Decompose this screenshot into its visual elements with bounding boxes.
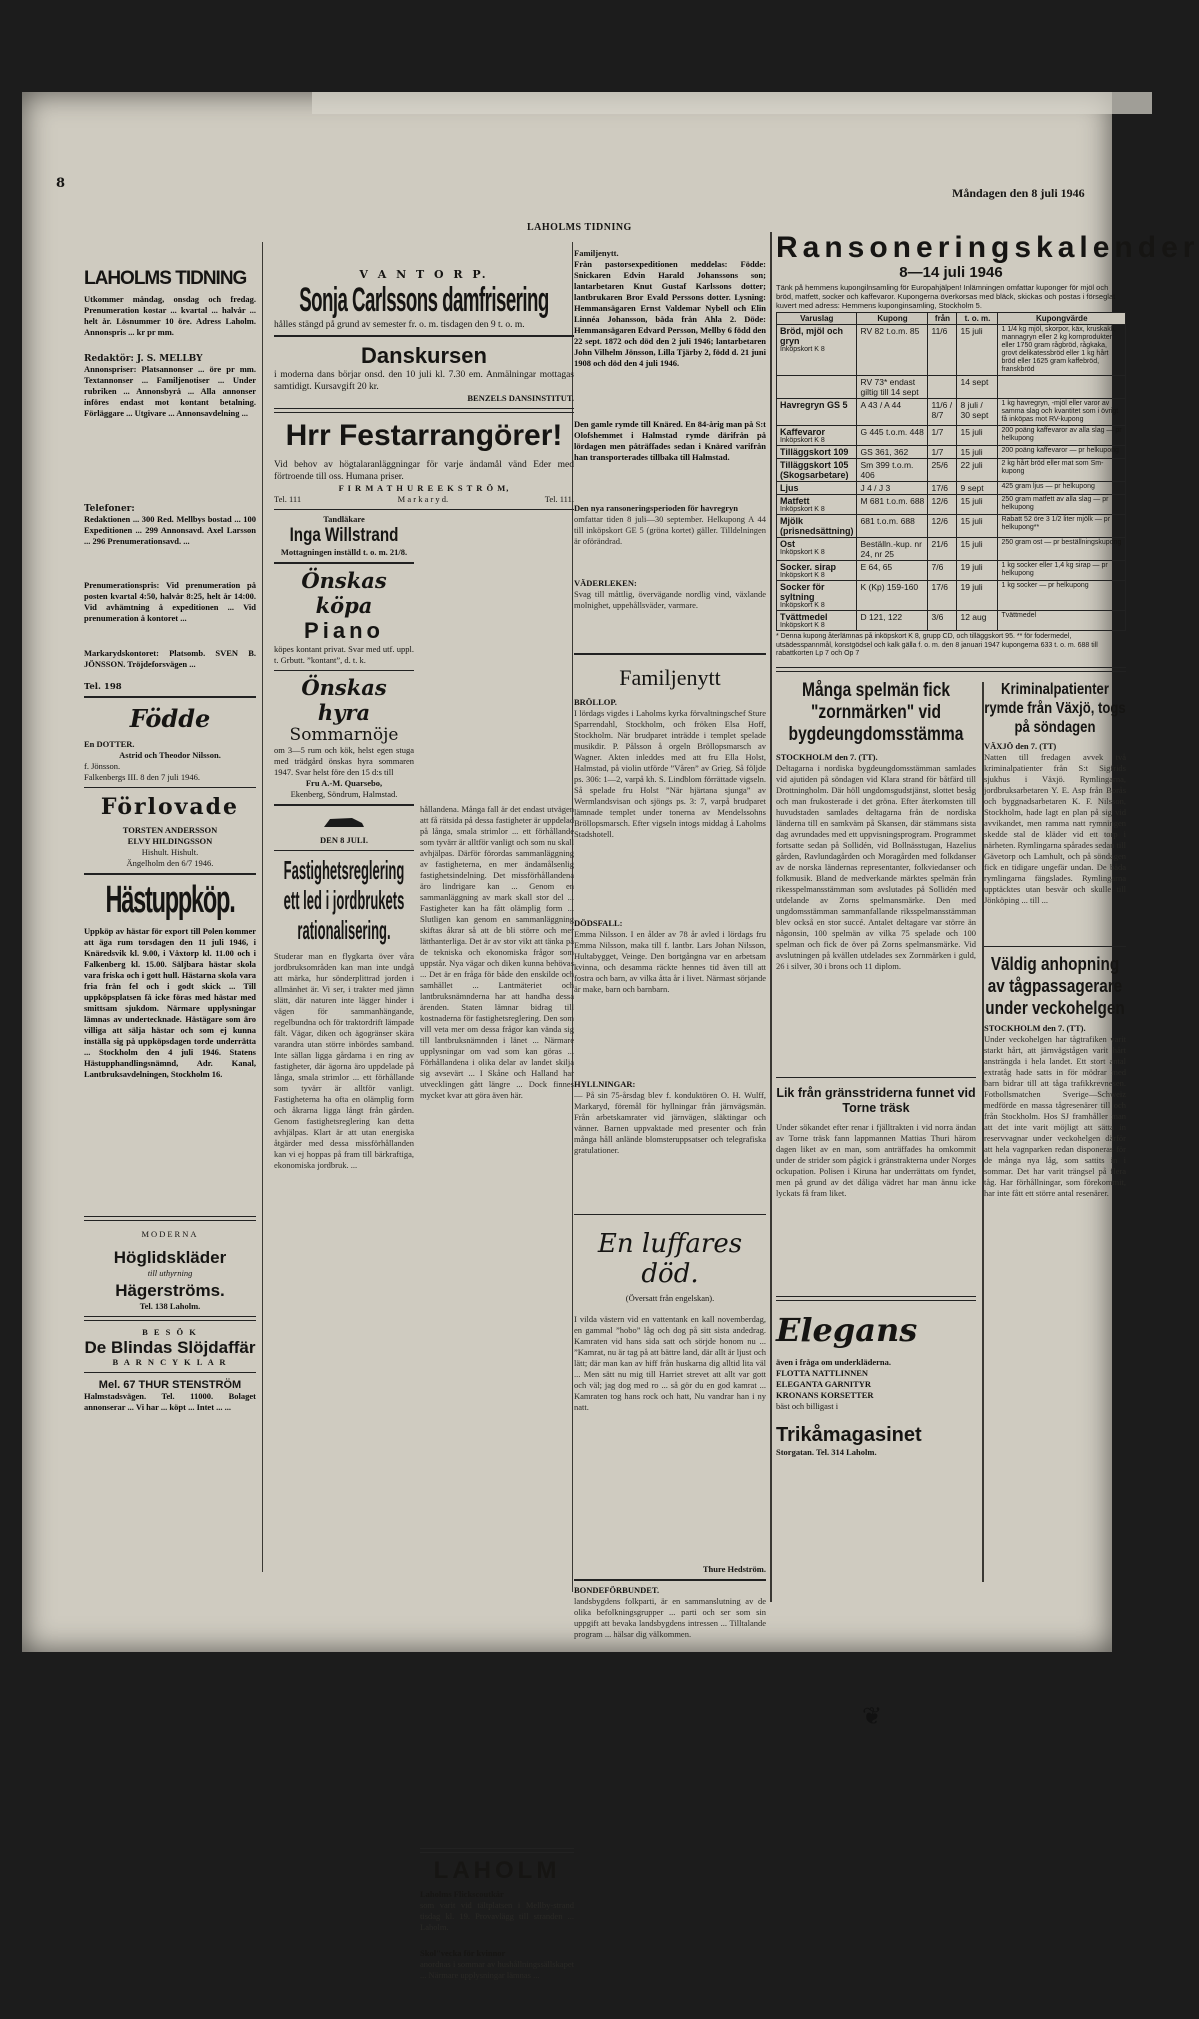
ration-cell-value: Tvättmedel xyxy=(998,611,1126,631)
elegans-ad xyxy=(776,1311,976,1571)
vaderleken-text: Svag till måttlig, övervägande nordlig vind, växlande molnighet, uppehållsväder, varmare. xyxy=(574,589,766,610)
valdig-dateline: STOCKHOLM den 7. (TT). xyxy=(984,1023,1086,1033)
fodde-names: Astrid och Theodor Nilsson. xyxy=(119,749,221,760)
ration-cell-from: 17/6 xyxy=(928,581,957,611)
paper-running-head: LAHOLMS TIDNING xyxy=(527,222,632,233)
ration-cell-to: 15 juli xyxy=(957,325,998,376)
piano: Piano xyxy=(304,617,384,643)
column-2 xyxy=(274,268,574,1980)
ration-cell-coupon: E 64, 65 xyxy=(857,561,928,581)
familjenytt-top-text: Från pastorsexpeditionen meddelas: Födde: Snickaren Edvin Harald Johanssons son; lantarbetaren Knut Gustaf Karlssons dotter; lantbrukaren Bror Evald Perssons dotter. Lysning: Hemmansägaren Ernst Valdemar Nybell och Elin Linnéa Johansson, båda från Ahla 2. Döde: Hemmansägaren Edvard Persson, Mellby 6 född den 22 sept. 1872 och död den 2 juli 1946; lantarbetaren John Vilhelm Jönsson, Lilla Tjärby 2, född d. 21 juni 1908 och död den 4 juli 1946. xyxy=(574,259,766,368)
lik-text: Under sökandet efter renar i fjälltrakten i vid norra ändan av Torne träsk fann lappmannen Mattias Thuri härom dagen liket av en man, som anträffades ha omkommit under de strider som pågick i gränstrakterna under Norges ockupation. Polisen i Kiruna har underrättats om fyndet, men på grund av det dåliga vädret har man ännu icke lyckats få fram liket. xyxy=(776,1122,976,1198)
ration-cell-value: Rabatt 52 öre 3 1/2 liter mjölk — pr helkupong** xyxy=(998,515,1126,538)
ration-cell-coupon: Sm 399 t.o.m. 406 xyxy=(857,459,928,482)
ration-cell-coupon: GS 361, 362 xyxy=(857,446,928,459)
familjenytt-heading: Familjenytt xyxy=(619,664,721,690)
ration-cell-coupon: RV 82 t.o.m. 85 xyxy=(857,325,928,376)
ration-cell-value: 1 kg socker eller 1,4 kg sirap — pr helkupong xyxy=(998,561,1126,581)
festarr-tel2: Tel. 111. xyxy=(544,493,574,504)
masthead: LAHOLMS TIDNING xyxy=(84,268,247,289)
page-number: 8 xyxy=(56,176,66,191)
fastighet-heading: Fastighetsreglering ett led i jordbrukets rationalisering. xyxy=(283,855,405,945)
sonja-heading: Sonja Carlssons damfrisering xyxy=(299,281,549,319)
ration-cell-ware: Socker för syltning Inköpskort K 8 xyxy=(777,581,857,611)
fodde-sub: En DOTTER. xyxy=(84,738,135,749)
ration-cell-value: 1 1/4 kg mjöl, skorpor, käx, kruskakli, mannagryn eller 2 kg kornprodukter eller 1750 gram rågbröd, rågkaka, grovt delikatessbröd eller 1 kg hårt bröd eller 1625 gram kaffebröd, franskbröd xyxy=(998,325,1126,376)
article-fastighet-cont: hållandena. Många fall är det endast utvägen att få rätsida på dessa fastigheter är uppdelad på långa, smala strimlor ... ett förhållande som tyvärr är alltför vanligt och som nu skall avhjälpas. Därför förordas sammanläggning av fastigheterna, en mer ändamålsenlig fastighetsindelning. Det missförhållandena äro lindrigare kan ... Genom en sammanläggning av mark skall stor del ... Fastigheter kan ha fått olämplig form ... Slutligen kan genom en sammanläggning skiftas åkrar så att de bli större och mer lätthanterliga. Det är av stor vikt att tänka på de tekniska och ekonomiska frågor som uppstår. Nya vägar och diken kunna behövas ... Det är en fråga för både den enskilde och samhället ... Lantmäteriet och lantbruksnämnderna har att handha dessa ärenden. Staten lämnar bidrag till kostnaderna för fastighetsreglering. Den som vill veta mer om dessa frågor kan vända sig till lantbruksnämnden i länet ... Närmare upplysningar om vad som kan göras ... Förhållandena i olika delar av landet skilja sig avsevärt ... I Skåne och Halland har utvecklingen gått längre ... Dock finnes mycket kvar att göra även här. xyxy=(420,804,574,1100)
vantorp: V A N T O R P. xyxy=(359,268,489,281)
ration-row xyxy=(777,399,1126,426)
ration-cell-ware: Matfett Inköpskort K 8 xyxy=(777,495,857,515)
hyllningar-text: — På sin 75-årsdag blev f. konduktören O. H. Wulff, Markaryd, föremål för hyllningar från järnvägsmän. Från arbetskamrater vid järnvägen, släktingar och vänner. Barnen uppvaktade med presenter och från många håll anlände blomsteruppsatser och telegrafiska gratulationer. xyxy=(574,1089,766,1155)
dodsfall-label: DÖDSFALL: xyxy=(574,917,623,928)
ration-cell-value: 200 poäng kaffevaror — pr helkupong xyxy=(998,446,1126,459)
ration-cell-to: 19 juli xyxy=(957,581,998,611)
ads-right-column xyxy=(420,514,574,2019)
ration-row xyxy=(777,325,1126,376)
valdig-text: Under veckohelgen har tågtrafiken varit starkt hårt, att järnvägstågen varit hårt ansträngda i hela landet. Ett stort antal extratåg hade satts in för mödrar med barn bidrar till att tåga trafikkrevnesen. Fotbollsmatchen Sverige—Schweiz medförde en massa tågresenärer till och från Stockholm. Hos SJ framhåller man att det inte varit möjligt att sätta in reservvagnar under veckohelgen därför att hela vagnparken redan disponeras för de många nya låg, som sattits in i sommar. Det har varit trängsel på flera tåg. Har förhållningar, som förekommit, har inte fått ett större antal resenärer. xyxy=(984,1034,1126,1198)
ransonering-table-body xyxy=(777,325,1126,631)
festarr-firm: F I R M A T H U R E E K S T R Ö M, xyxy=(338,482,510,493)
festarr-place: M a r k a r y d. xyxy=(397,493,449,504)
valdig-heading: Väldig anhopning av tågpassagerare under veckohelgen xyxy=(985,954,1125,1018)
danskursen-text: i moderna dans börjar onsd. den 10 juli kl. 7.30 em. Anmälningar mottagas samtidigt. Kursavgift 20 kr. xyxy=(274,369,574,392)
bondeforbundet-text: landsbygdens folkparti, är en sammanslutning av de olika befolkningsgrupper ... parti och ser som sin uppgift att bevaka landsbygdens intressen ... Tilltalande program ... hälsar dig välkommen. xyxy=(574,1595,766,1639)
danskursen-heading: Danskursen xyxy=(361,342,487,368)
ration-cell-ware: Socker. sirap Inköpskort K 8 xyxy=(777,561,857,581)
ration-cell-ware: Havregryn GS 5 xyxy=(777,399,857,426)
ration-cell-to: 14 sept xyxy=(957,376,998,399)
ads-left-column xyxy=(274,514,414,2019)
ransonering-table xyxy=(776,312,1126,631)
elegans-line5: bäst och billigast i xyxy=(776,1401,839,1411)
piano-sub: köpes kontant privat. Svar med utf. uppl. t. Grbutt. ”kontant”, d. t. k. xyxy=(274,643,414,665)
header-fran: från xyxy=(928,313,957,325)
ration-cell-value: 2 kg hårt bröd eller mat som Sm-kupong xyxy=(998,459,1126,482)
ration-cell-ware: Ljus xyxy=(777,482,857,495)
ration-row xyxy=(777,561,1126,581)
ration-cell-to: 15 juli xyxy=(957,495,998,515)
ration-cell-to: 15 juli xyxy=(957,426,998,446)
modeaffar-top: MODERNA xyxy=(141,1228,199,1239)
ration-row xyxy=(777,538,1126,561)
elegans-line1: även i fråga om underkläderna. xyxy=(776,1357,891,1367)
newspaper-page xyxy=(22,92,1199,1980)
annons-info: Annonspriser: Platsannonser ... öre pr mm. Textannonser ... Familjenotiser ... Under rubriken ... Annonsbyrå ... Alla annonser införes endast mot kontant betalning. Förläggare ... Utgivare ... Annonsavdelning ... xyxy=(84,364,256,418)
ration-cell-coupon: RV 73* endast giltig till 14 sept xyxy=(857,376,928,399)
ration-cell-value xyxy=(998,376,1126,399)
en-luffares-heading: En luffares död. xyxy=(597,1229,743,1289)
festarr-tel1: Tel. 111 xyxy=(274,493,302,504)
modeaffar-store: Hägerströms. xyxy=(115,1280,225,1300)
forlovade-heading: Förlovade xyxy=(100,794,240,820)
ration-cell-from: 25/6 xyxy=(928,459,957,482)
right-news-column xyxy=(984,680,1126,1572)
car-icon xyxy=(274,814,414,833)
ration-cell-from: 1/7 xyxy=(928,426,957,446)
fastighet-article: Studerar man en flygkarta över våra jordbruksområden kan man inte undgå att märka, hur sönderplittrad jorden i allmänhet är. Vi ser, i trakter med jämn slätt, där naturen inte lägger hinder i vägen för sammanhängande, regelbundna och för traktordrift lämpade fält. Vägar, diken och ägogränser skära varandra utan större inbördes samband. Inte sällan ligga gårdarna i en ring av fastigheter, där ägorna äro uppdelade på långa, smala strimlor ... ett förhållande som tyvärr är alltför vanligt. Fastigheterna ha ofta en olämplig form och åkrarna ligga långt från gården. Genom fastighetsreglering kan detta avhjälpas. Klart är att utan energiska åtgärder med dessa missförhållanden kan vi ej hoppas på fram till bärkraftiga, ekonomiska jordbruk. ... xyxy=(274,951,414,1170)
ration-cell-from: 21/6 xyxy=(928,538,957,561)
modeaffar-sub: till uthyrning xyxy=(147,1267,193,1278)
ryrnde-item: Den gamle rymde till Knäred. En 84-årig man på S:t Olofshemmet i Halmstad rymde därifrån på lördagen men påträffades sedan i Knäred varifrån han transporterades tillbaka till Halmstad. xyxy=(574,419,766,462)
laholm-sub2: Skol"vecka för kvinnor xyxy=(420,1948,506,1958)
familjenytt-top-label: Familjenytt. xyxy=(574,248,619,258)
modeaffar-tel: Tel. 138 Laholm. xyxy=(139,1300,201,1311)
ration-cell-to: 15 juli xyxy=(957,538,998,561)
sommar-name: Fru A.-M. Quarsebo, xyxy=(305,778,383,788)
kalender-dates: 8—14 juli 1946 xyxy=(899,264,1003,281)
header-tom: t. o. m. xyxy=(957,313,998,325)
redaktor: Redaktör: J. S. MELLBY xyxy=(84,354,203,364)
ration-cell-ware: Tilläggskort 109 xyxy=(777,446,857,459)
ration-cell-from: 12/6 xyxy=(928,495,957,515)
ration-cell-ware: Tilläggskort 105 (Skogsarbetare) xyxy=(777,459,857,482)
ration-cell-coupon: J 4 / J 3 xyxy=(857,482,928,495)
header-kupong: Kupong xyxy=(857,313,928,325)
kalender-heading: Ransoneringskalender xyxy=(776,231,1199,264)
kalender-footnote: * Denna kupong återlämnas på inköpskort K 8, grupp CD, och tilläggskort 95. ** för fodermedel, utsädesspannmål, konstgödsel och kalk gälla f. o. m. den 8 januari 1947 kupongerna 633 t. o. m. 688 till rabattkorten Lp 7 och Op 7 xyxy=(776,633,1098,657)
spelman-text: Deltagarna i nordiska bygdeungdomsstämman samlades vid ajutiden på söndagen vid Klara strand för båtfärd till Drottningholm. Där höll ungdomsgudstjänst, slottet besåg och man frukosterade i det gröna. Efter återkomsten till huvudstaden samlades deltagarna från de nordiska länderna till en samkväm på Skansen, där stämmans sista dag avrundades med ett uppvisningsprogram. Programmet fortsatte sedan på Sollidén, vid Bollnässtugan, Hazelius gården, Ravlundagården och Moragården med folkdanser av de norska ländernas representanter, folkviedanser och folkmusik. Bland de medverkande märktes spelmän från rikesspelmansstämman som avslutades på Sollidén med utdelande av Zorns spelmansmärke. Den med ungdomsstämman sammanfallande riksspelmansstämman blev också en stor succé. Antalet deltagare var större än någonsin, 100 spelmän av vilka 75 spelade och 100 spelman och fick de över på Zorns spelmansmärke. Vid avslutningen på kvällen utdelades sex Zornmärken i guld, 26 i silver, 30 i brons och 11 diplom. xyxy=(776,762,976,971)
laholm-sub1: Laholms Flickscoutkår xyxy=(420,1889,504,1899)
ration-cell-to: 15 juli xyxy=(957,515,998,538)
ration-cell-value: 1 kg havregryn, -mjöl eller varor av samma slag och kvantitet som i övrigt få inköpas mot RV-kupong xyxy=(998,399,1126,426)
ration-cell-to: 19 juli xyxy=(957,561,998,581)
ration-cell-to: 22 juli xyxy=(957,459,998,482)
ration-cell-from: 3/6 xyxy=(928,611,957,631)
ration-cell-value: 250 gram ost — pr beställningskupong xyxy=(998,538,1126,561)
brollop-label: BRÖLLOP. xyxy=(574,696,617,707)
sommar-text: om 3—5 rum och kök, helst egen stuga med trädgård önskas hyra sommaren 1947. Svar helst före den 15 d:s till xyxy=(274,745,414,777)
laholm-text2: anordnas i sommar av hushållningssällskapet ... Närmare upplysningar lämnas ... xyxy=(420,1959,574,1980)
ration-cell-from: 1/7 xyxy=(928,446,957,459)
ration-cell-value: 250 gram matfett av alla slag — pr helkupong xyxy=(998,495,1126,515)
issue-date: Måndagen den 8 juli 1946 xyxy=(952,186,1085,200)
ration-cell-from xyxy=(928,376,957,399)
spelman-heading: Många spelmän fick "zornmärken" vid bygdeungdomsstämma xyxy=(788,679,964,745)
dodsfall-text: Emma Nilsson. I en ålder av 78 år avled i lördags fru Emma Nilsson, maka till f. lantbr. Lars Johan Nilsson, Hultabygget, Veinge. Den bortgångna var en arbetsam kvinna, och desamma räckte hennes tid även till att fostra och barn, av vilka åtta år i livet. Närmast sörjande är make, barn och barnbarn. xyxy=(574,928,766,994)
page-top-strip xyxy=(312,92,1152,114)
slojd-top: B E S Ö K xyxy=(142,1326,198,1337)
forlovade-name1: TORSTEN ANDERSSON xyxy=(122,825,218,835)
elegans-shop: Trikåmagasinet xyxy=(776,1424,922,1446)
inga-heading: Inga Willstrand xyxy=(289,525,399,546)
forlovade-date: Ängelholm den 6/7 1946. xyxy=(126,858,214,868)
ration-cell-to: 9 sept xyxy=(957,482,998,495)
ration-cell-coupon: K (Kp) 159-160 xyxy=(857,581,928,611)
ration-cell-ware: Kaffevaror Inköpskort K 8 xyxy=(777,426,857,446)
onskas-kopa: Önskas köpa xyxy=(301,567,387,618)
ration-cell-from: 17/6 xyxy=(928,482,957,495)
ration-cell-coupon: Beställn.-kup. nr 24, nr 25 xyxy=(857,538,928,561)
sommar-addr: Ekenberg, Söndrum, Halmstad. xyxy=(290,789,398,799)
hastuppkop-heading: Hästuppköp. xyxy=(105,878,235,921)
ration-row xyxy=(777,482,1126,495)
ration-cell-from: 7/6 xyxy=(928,561,957,581)
ration-cell-from: 11/6 xyxy=(928,325,957,376)
ration-cell-from: 11/6 / 8/7 xyxy=(928,399,957,426)
spelman-dateline: STOCKHOLM den 7. (TT). xyxy=(776,751,878,762)
laholm-heading: LAHOLM xyxy=(433,1857,561,1884)
ration-cell-ware: Bröd, mjöl och gryn Inköpskort K 8 xyxy=(777,325,857,376)
markaryd-office: Markarydskontoret: Platsomb. SVEN B. JÖNSSON. Tröjdeforsvägen ... xyxy=(84,648,256,669)
ration-row xyxy=(777,495,1126,515)
onskas-hyra: Önskas hyra xyxy=(301,675,387,725)
ration-cell-coupon: A 43 / A 44 xyxy=(857,399,928,426)
ornament-icon: ❦ xyxy=(862,1702,883,1730)
column-1 xyxy=(84,268,256,1568)
prenumeration-info: Prenumerationspris: Vid prenumeration på posten kvartal 4:50, halvår 8:25, helt år 14:00. Vid avhämtning å expeditionen ... Vid prenumeration å kontoret ... xyxy=(84,580,256,623)
kalender-intro: Tänk på hemmens kupongilnsamling för Europahjälpen! Inlämningen omfattar kuponger för mjöl och bröd, matfett, socker och kaffevaror. Kupongerna överkorsas med bläck, skickas och postas i förseglat kuvert med adress: Hemmens kuponginsamling, Stockholm 5. xyxy=(776,283,1116,310)
bondeforbundet-label: BONDEFÖRBUNDET. xyxy=(574,1584,660,1595)
elegans-line2: FLOTTA NATTLINNEN xyxy=(776,1368,869,1378)
inga-sub: Mottagningen inställd t. o. m. 21/8. xyxy=(280,547,408,557)
telefoner-label: Telefoner: xyxy=(84,504,135,514)
overs-note: (Översatt från engelskan). xyxy=(625,1293,715,1303)
masthead-info: Utkommer måndag, onsdag och fredag. Prenumeration kostar ... kvartal ... halvår ... helt år. Lösnummer 10 öre. Adress Laholm. Annonspris ... kr pr mm. xyxy=(84,294,256,337)
column-rule xyxy=(770,232,772,1602)
forlovade-name2: ELVY HILDINGSSON xyxy=(127,836,213,846)
fodde-where: Falkenbergs III. 8 den 7 juli 1946. xyxy=(84,771,200,782)
festarr-text: Vid behov av högtalaranläggningar för varje ändamål vänd Eder med förtroende till oss. Humana priser. xyxy=(274,459,574,482)
elegans-line3: ELEGANTA GARNITYR xyxy=(776,1379,872,1389)
danskursen-org: BENZELS DANSINSTITUT. xyxy=(467,392,574,403)
column-4 xyxy=(776,231,1199,1602)
ration-row xyxy=(777,581,1126,611)
ration-cell-ware xyxy=(777,376,857,399)
ration-cell-value: 1 kg socker — pr helkupong xyxy=(998,581,1126,611)
den8-label: DEN 8 JULI. xyxy=(320,834,368,845)
header-varuslag: Varuslag xyxy=(777,313,857,325)
modeaffar-title: Höglidskläder xyxy=(113,1247,227,1267)
ration-cell-ware: Tvättmedel Inköpskort K 8 xyxy=(777,611,857,631)
ration-row xyxy=(777,515,1126,538)
brollop-text: I lördags vigdes i Laholms kyrka förvaltningschef Sture Sparrendahl, Stockholm, och fröken Elsa Hoff, Stockholm. När brudparet inträdde i templet spelade musikdir. P. Pålsson å orgeln Bröllopsmarsch av Wagner. Akten inleddes med att fru Ella Holst, Halmstad, på violin utförde ”Våren” av Grieg. Så följde ps. 306: 1—2, varpå kh. S. Lindblom förrättade vigseln. Så spelade fru Holst ”När hjärtana sjunga” av Wermlandsvisan och sjöngs ps. 3: 7, varpå brudparet lämnade templet under tonerna av Mendelssohns Bröllopsmarsch. Efter vigseln intogs middag å Laholms Stadshotell. xyxy=(574,707,766,839)
forlovade-places: Hishult. Hishult. xyxy=(141,847,199,857)
column-rule xyxy=(262,242,263,1572)
thur-stenstrom: Mel. 67 THUR STENSTRÖM xyxy=(98,1379,242,1391)
ration-cell-to: 12 aug xyxy=(957,611,998,631)
ration-cell-value: 200 poäng kaffevaror av alla slag — pr helkupong xyxy=(998,426,1126,446)
telefoner-list: Redaktionen ... 300 Red. Mellbys bostad ... 100 Expeditionen ... 299 Annonsavd. Axel Larsson ... 296 Prenumerationsavd. ... xyxy=(84,514,256,546)
laholm-text1: som varit vid tältplatsen i Mellby-strand tisdag kl. 19. Provavlägg till stranden ... Laholm. xyxy=(420,1900,574,1932)
slojd-title: De Blindas Slöjdaffär xyxy=(84,1337,256,1357)
elegans-addr: Storgatan. Tel. 314 Laholm. xyxy=(776,1447,877,1457)
hyllningar-label: HYLLNINGAR: xyxy=(574,1078,636,1089)
ration-cell-to: 15 juli xyxy=(957,446,998,459)
ration-row xyxy=(777,611,1126,631)
ration-cell-ware: Mjölk (prisnedsättning) xyxy=(777,515,857,538)
ration-cell-coupon: 681 t.o.m. 688 xyxy=(857,515,928,538)
hastuppkop-text: Uppköp av hästar för export till Polen kommer att äga rum torsdagen den 11 juli 1946, i Knäredsvik kl. 9.00, i Våxtorp kl. 11.00 och i Falkenberg kl. 15.00. Säljbara hästar skola vara friska och i gott hull. Hästarna skola vara fria från fel och i godt skick ... Till uppköpsplatsen få icke föras med hästar med smittsam sjukdom. Närmare upplysningar lämnas av undertecknade. Hästägare som äro villiga att sälja hästar och som ej kunna inställa sig på uppköpsdagen torde underrätta ... Stockholm den 4 juli 1946. Statens Hästupphandlingsnämnd, Adr. Kanal, Lantbruksavdelningen, Stockholm 16. xyxy=(84,925,256,1079)
festarr-heading: Hrr Festarrangörer! xyxy=(285,418,563,452)
left-news-column xyxy=(776,680,976,1572)
ration-row xyxy=(777,376,1126,399)
ration-cell-from: 12/6 xyxy=(928,515,957,538)
ration-cell-coupon: G 445 t.o.m. 448 xyxy=(857,426,928,446)
sonja-sub: hålles stängd på grund av semester fr. o. m. tisdagen den 9 t. o. m. xyxy=(274,320,525,330)
slojd-sub: B A R N C Y K L A R xyxy=(112,1356,228,1367)
krim-heading: Kriminalpatienter rymde från Växjö, togs på söndagen xyxy=(984,680,1126,736)
ration-cell-ware: Ost Inköpskort K 8 xyxy=(777,538,857,561)
header-kupongvarde: Kupongvärde xyxy=(998,313,1126,325)
ransonering-label: Den nya ransoneringsperioden för havregryn xyxy=(574,503,739,513)
poem-text: I vilda västern vid en vattentank en kall novemberdag, en gammal ”hobo” låg och dog på sitt sista andedrag. Kamraten vid hans sida satt och sörjde honom nu ... ”Kamrat, nu är tag på att bättre land, där allt är ljust och lätt; där man kan av hiff från huskarna dig alltid lita väl ... Men sätt nu mig till Harriet strevet att allt var gott och väl; jag dog med ro ... så gör du en god kamrat ... Kamraten tog hans rock och hatt, Nu vandrar han i ny natt. xyxy=(574,1314,766,1412)
ration-row xyxy=(777,446,1126,459)
ration-row xyxy=(777,426,1126,446)
krim-text: Natten till fredagen avvek två kriminalpatienter från S:t Sigfrids sjukhus i Växjö. Rymlingarna, jordbruksarbetaren Y. E. Asp från Borås och byggnadsarbetaren K. F. Nilsson, Stockholm, hade lagt en plan på sig vid avvikandet, men ramma natt rymningen skedde stal de kläder vid ett torp i närheten. Rymlingarna spårades sedan till Gävetorp och Lamhult, och på söndagen fick en tidigare ungefär undan. De båda rymlingarna fängslades. Rymlingarna upptäcktes utan besvär och skulle till Jönköping ... till ... xyxy=(984,751,1126,905)
elegans-line4: KRONANS KORSETTER xyxy=(776,1390,874,1400)
ration-row xyxy=(777,459,1126,482)
elegans-title: Elegans xyxy=(776,1311,918,1349)
ration-cell-to: 8 juli / 30 sept xyxy=(957,399,998,426)
krim-dateline: VÄXJÖ den 7. (TT) xyxy=(984,740,1057,751)
ration-cell-coupon: M 681 t.o.m. 688 xyxy=(857,495,928,515)
fodde-heading: Födde xyxy=(129,703,211,733)
column-3 xyxy=(574,248,766,1639)
markaryd-tel: Tel. 198 xyxy=(84,682,122,692)
sommarnoje: Sommarnöje xyxy=(289,725,399,745)
poem-signature: Thure Hedström. xyxy=(702,1564,766,1574)
tandlakare: Tandläkare xyxy=(323,514,365,524)
lik-heading: Lik från gränsstriderna funnet vid Torne träsk xyxy=(776,1086,976,1115)
ration-cell-value: 425 gram ljus — pr helkupong xyxy=(998,482,1126,495)
thur-text: Halmstadsvägen. Tel. 11000. Bolaget annonserar ... Vi har ... köpt ... Intet ... ... xyxy=(84,1391,256,1412)
vaderleken-label: VÄDERLEKEN: xyxy=(574,578,637,588)
ration-cell-coupon: D 121, 122 xyxy=(857,611,928,631)
fodde-place: f. Jönsson. xyxy=(84,760,121,771)
ransonering-text: omfattar tiden 8 juli—30 september. Helkupong A 44 till inköpskort GE 5 (gröna kortet) gäller. Tilldelningen är oförändrad. xyxy=(574,514,766,546)
